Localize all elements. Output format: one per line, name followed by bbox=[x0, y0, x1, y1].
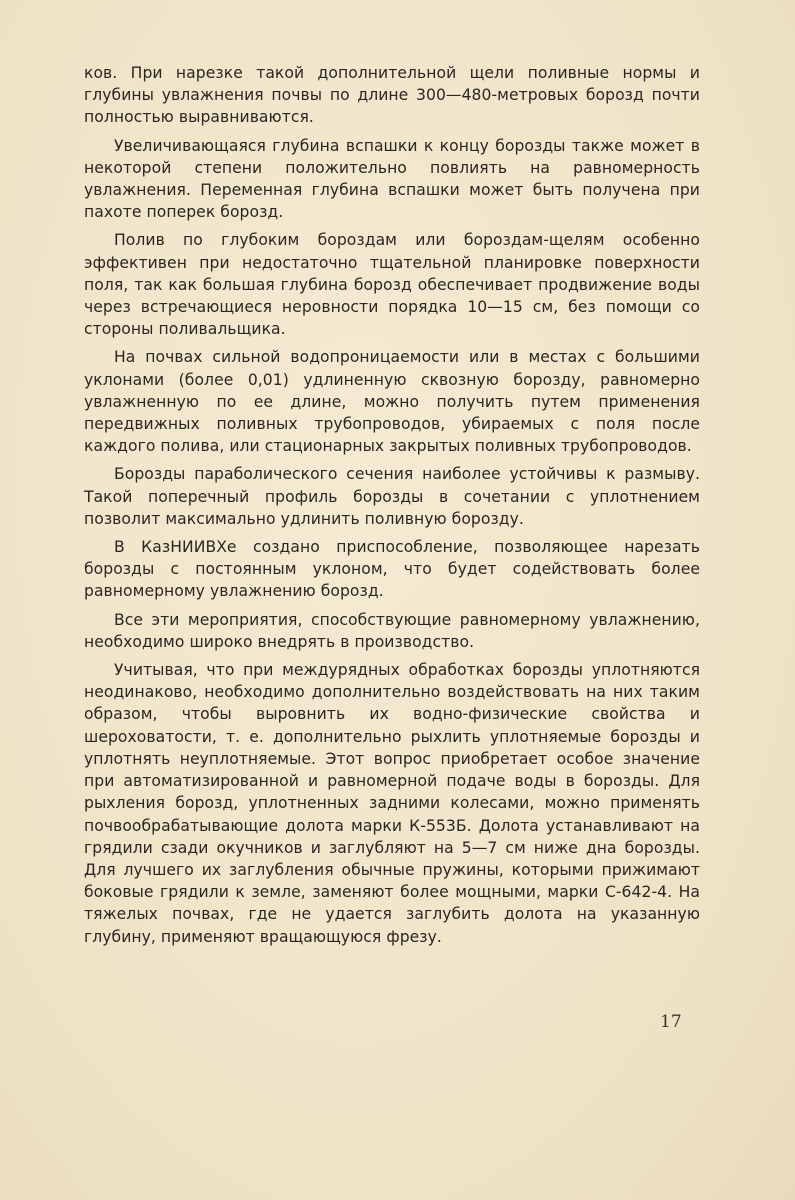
paragraph-1: ков. При нарезке такой дополнительной щели поливные нормы и глубины увлажнения почвы по длине 300—480-метровых борозд почти полностью выравниваются. bbox=[84, 64, 700, 127]
body-text bbox=[84, 62, 700, 954]
paragraph-8: Учитывая, что при междурядных обработках борозды уплотняются неодинаково, необходимо дополнительно воздействовать на них таким образом, чтобы выровнить их водно-физические свойства и шероховатости, т. е. дополнительно рыхлить уплотняемые борозды и уплотнять неуплотняемые. Этот вопрос приобретает особое значение при автоматизированной и равномерной подаче воды в борозды. Для рыхления борозд, уплотненных задними колесами, можно применять почвообрабатывающие долота марки К-553Б. Долота устанавливают на грядили сзади окучников и заглубляют на 5—7 см ниже дна борозды. Для лучшего их заглубления обычные пружины, которыми прижимают боковые грядили к земле, заменяют более мощными, марки С-642-4. На тяжелых почвах, где не удается заглубить долота на указанную глубину, применяют вращающуюся фрезу. bbox=[84, 661, 700, 946]
page-number: 17 bbox=[660, 1012, 682, 1032]
paragraph-5: Борозды параболического сечения наиболее устойчивы к размыву. Такой поперечный профиль борозды в сочетании с уплотнением позволит максимально удлинить поливную борозду. bbox=[84, 465, 700, 528]
paragraph-3: Полив по глубоким бороздам или бороздам-щелям особенно эффективен при недостаточно тщательной планировке поверхности поля, так как большая глубина борозд обеспечивает продвижение воды через встречающиеся неровности порядка 10—15 см, без помощи со стороны поливальщика. bbox=[84, 231, 700, 339]
paragraph-2: Увеличивающаяся глубина вспашки к концу борозды также может в некоторой степени положительно повлиять на равномерность увлажнения. Переменная глубина вспашки может быть получена при пахоте поперек борозд. bbox=[84, 136, 700, 222]
paragraph-7: Все эти мероприятия, способствующие равномерному увлажнению, необходимо широко внедрять в производство. bbox=[84, 610, 700, 651]
paragraph-4: На почвах сильной водопроницаемости или в местах с большими уклонами (более 0,01) удлиненную сквозную борозду, равномерно увлажненную по ее длине, можно получить путем применения передвижных поливных трубопроводов, убираемых с поля после каждого полива, или стационарных закрытых поливных трубопроводов. bbox=[84, 348, 700, 456]
paragraph-6: В КазНИИВХе создано приспособление, позволяющее нарезать борозды с постоянным уклоном, что будет содействовать более равномерному увлажнению борозд. bbox=[84, 538, 700, 601]
